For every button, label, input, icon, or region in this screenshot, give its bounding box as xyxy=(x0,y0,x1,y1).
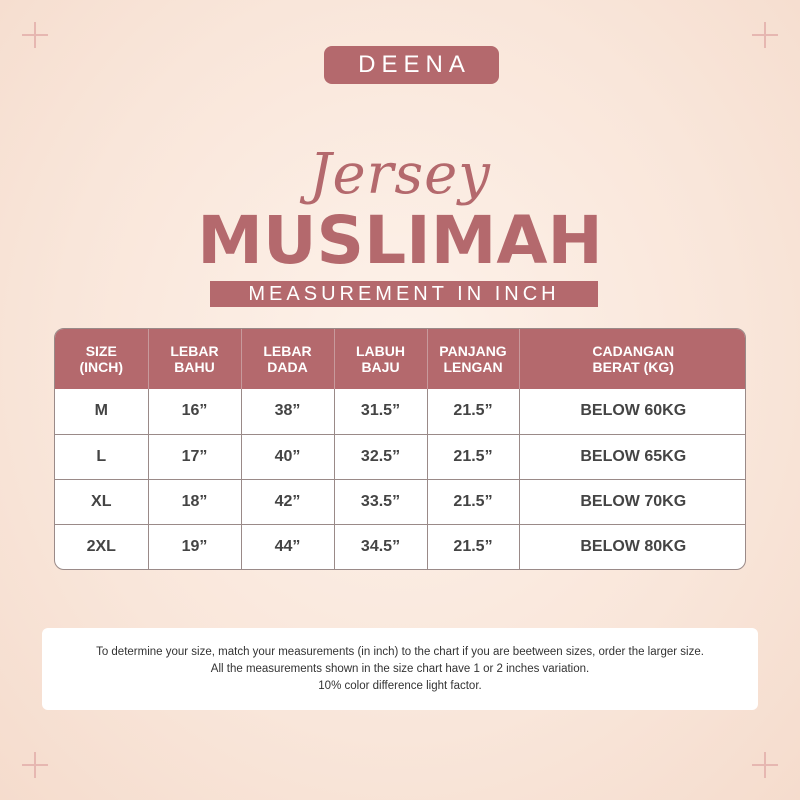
table-row xyxy=(55,389,746,434)
table-cell: 44” xyxy=(241,524,334,569)
table-cell: XL xyxy=(55,479,148,524)
table-cell: 21.5” xyxy=(427,434,519,479)
table-cell: 40” xyxy=(241,434,334,479)
table-cell: 32.5” xyxy=(334,434,427,479)
brand-logo: DEENA xyxy=(324,46,499,84)
header-panjang-lengan: PANJANG LENGAN xyxy=(427,329,519,389)
table-cell: 19” xyxy=(148,524,241,569)
note-line: 10% color difference light factor. xyxy=(318,680,482,692)
table-cell: 31.5” xyxy=(334,389,427,434)
table-cell: BELOW 80KG xyxy=(519,524,746,569)
table-cell: 38” xyxy=(241,389,334,434)
header-lebar-bahu: LEBAR BAHU xyxy=(148,329,241,389)
table-cell: 33.5” xyxy=(334,479,427,524)
table-cell: 21.5” xyxy=(427,479,519,524)
size-chart-table xyxy=(54,328,746,570)
plus-icon xyxy=(752,22,778,48)
table-cell: 42” xyxy=(241,479,334,524)
script-title: Jersey xyxy=(309,142,491,207)
table-row xyxy=(55,479,746,524)
table-row xyxy=(55,434,746,479)
table-cell: 18” xyxy=(148,479,241,524)
header-lebar-dada: LEBAR DADA xyxy=(241,329,334,389)
table-row xyxy=(55,524,746,569)
table-cell: 17” xyxy=(148,434,241,479)
page-subtitle: MEASUREMENT IN INCH xyxy=(210,281,598,307)
header-labuh-baju: LABUH BAJU xyxy=(334,329,427,389)
size-note-box xyxy=(42,628,758,710)
table-cell: BELOW 70KG xyxy=(519,479,746,524)
table-cell: L xyxy=(55,434,148,479)
table-cell: 2XL xyxy=(55,524,148,569)
note-line: To determine your size, match your measurements (in inch) to the chart if you are beetween sizes, order the larger size. xyxy=(96,646,704,658)
plus-icon xyxy=(22,752,48,778)
page-title: MUSLIMAH xyxy=(197,202,603,279)
table-header-row xyxy=(55,329,746,389)
table-cell: 34.5” xyxy=(334,524,427,569)
table-cell: 21.5” xyxy=(427,389,519,434)
table-cell: BELOW 65KG xyxy=(519,434,746,479)
note-line: All the measurements shown in the size chart have 1 or 2 inches variation. xyxy=(210,663,590,675)
header-size: SIZE (INCH) xyxy=(55,329,148,389)
table-cell: BELOW 60KG xyxy=(580,402,687,420)
table-cell: 16” xyxy=(148,389,241,434)
table-cell: 21.5” xyxy=(427,524,519,569)
header-cadangan-berat: CADANGAN BERAT (KG) xyxy=(519,329,746,389)
plus-icon xyxy=(752,752,778,778)
table-cell: M xyxy=(55,389,148,434)
plus-icon xyxy=(22,22,48,48)
